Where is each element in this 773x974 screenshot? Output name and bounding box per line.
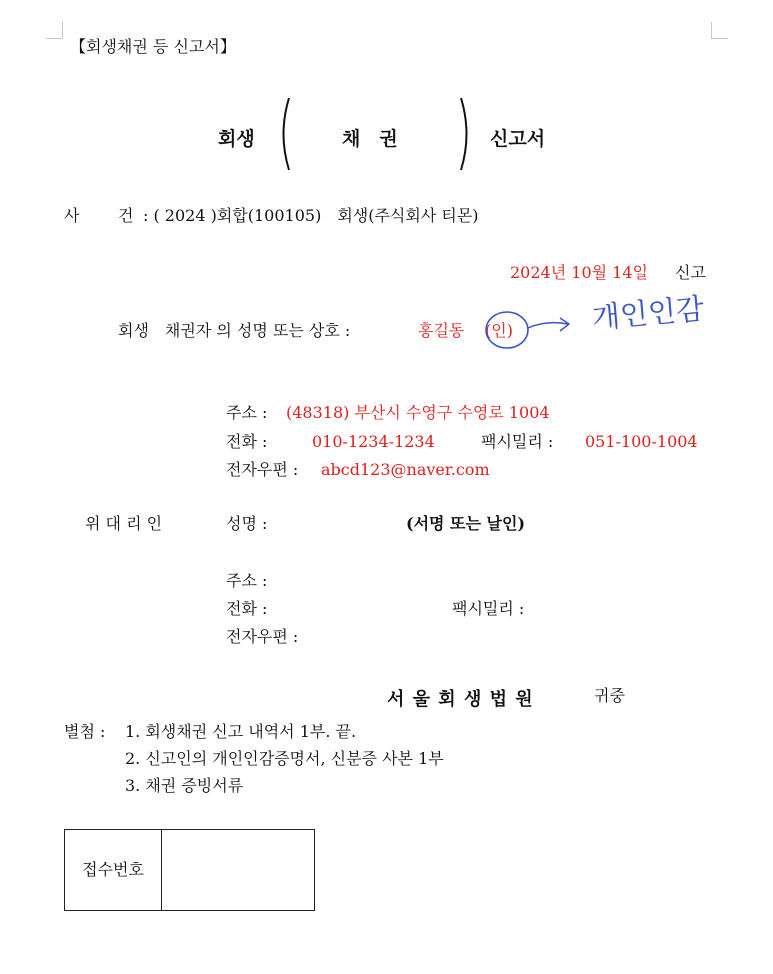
creditor-name: 홍길동: [418, 321, 465, 340]
receipt-label: 접수번호: [82, 860, 144, 879]
creditor-address-label: 주소 :: [226, 403, 268, 422]
agent-address-label: 주소 :: [226, 571, 268, 590]
title-left: 회생: [218, 128, 255, 150]
receipt-value-cell[interactable]: [162, 830, 315, 911]
agent-label: 위 대 리 인: [85, 514, 163, 533]
document-label: 【회생채권 등 신고서】: [70, 37, 236, 56]
right-parenthesis: [458, 96, 474, 172]
attachment-item: 2. 신고인의 개인인감증명서, 신분증 사본 1부: [125, 749, 444, 768]
receipt-table: [64, 829, 315, 911]
title-right: 신고서: [490, 128, 546, 150]
creditor-phone-label: 전화 :: [226, 432, 268, 451]
case-label-b: 건: [118, 206, 134, 225]
agent-name-label: 성명 :: [226, 514, 268, 533]
seal-annotation: 개인인감: [590, 291, 706, 335]
creditor-email-label: 전자우편 :: [226, 460, 299, 479]
receipt-row: [65, 830, 315, 911]
receipt-label-cell: [65, 830, 162, 911]
agent-signature-note: (서명 또는 날인): [406, 514, 526, 533]
creditor-phone-value: 010-1234-1234: [312, 432, 435, 451]
agent-fax-label: 팩시밀리 :: [452, 599, 525, 618]
creditor-fax-value: 051-100-1004: [585, 432, 698, 451]
creditor-address-value: (48318) 부산시 수영구 수영로 1004: [286, 403, 550, 422]
attachment-item: 3. 채권 증빙서류: [125, 776, 244, 795]
agent-phone-label: 전화 :: [226, 599, 268, 618]
report-date-suffix: 신고: [675, 263, 706, 282]
left-parenthesis: [276, 96, 292, 172]
creditor-email-value: abcd123@naver.com: [321, 460, 490, 479]
crop-mark-top-left: [46, 22, 63, 39]
crop-mark-top-right: [711, 22, 728, 39]
creditor-label: 회생 채권자 의 성명 또는 상호 :: [118, 321, 351, 340]
creditor-fax-label: 팩시밀리 :: [481, 432, 554, 451]
case-value: : ( 2024 )회합(100105) 회생(주식회사 티몬): [143, 206, 479, 225]
report-date: 2024년 10월 14일: [510, 263, 648, 282]
court-suffix: 귀중: [594, 686, 625, 705]
court-name: 서 울 회 생 법 원: [387, 689, 534, 710]
seal-circle-arrow-annotation: [470, 300, 600, 360]
agent-email-label: 전자우편 :: [226, 627, 299, 646]
attachment-item: 1. 회생채권 신고 내역서 1부. 끝.: [125, 722, 357, 741]
case-label-a: 사: [64, 206, 80, 225]
attachments-label: 별첨 :: [64, 722, 106, 741]
title-middle: 채 권: [342, 128, 398, 150]
creditor-seal: (인): [485, 321, 513, 340]
